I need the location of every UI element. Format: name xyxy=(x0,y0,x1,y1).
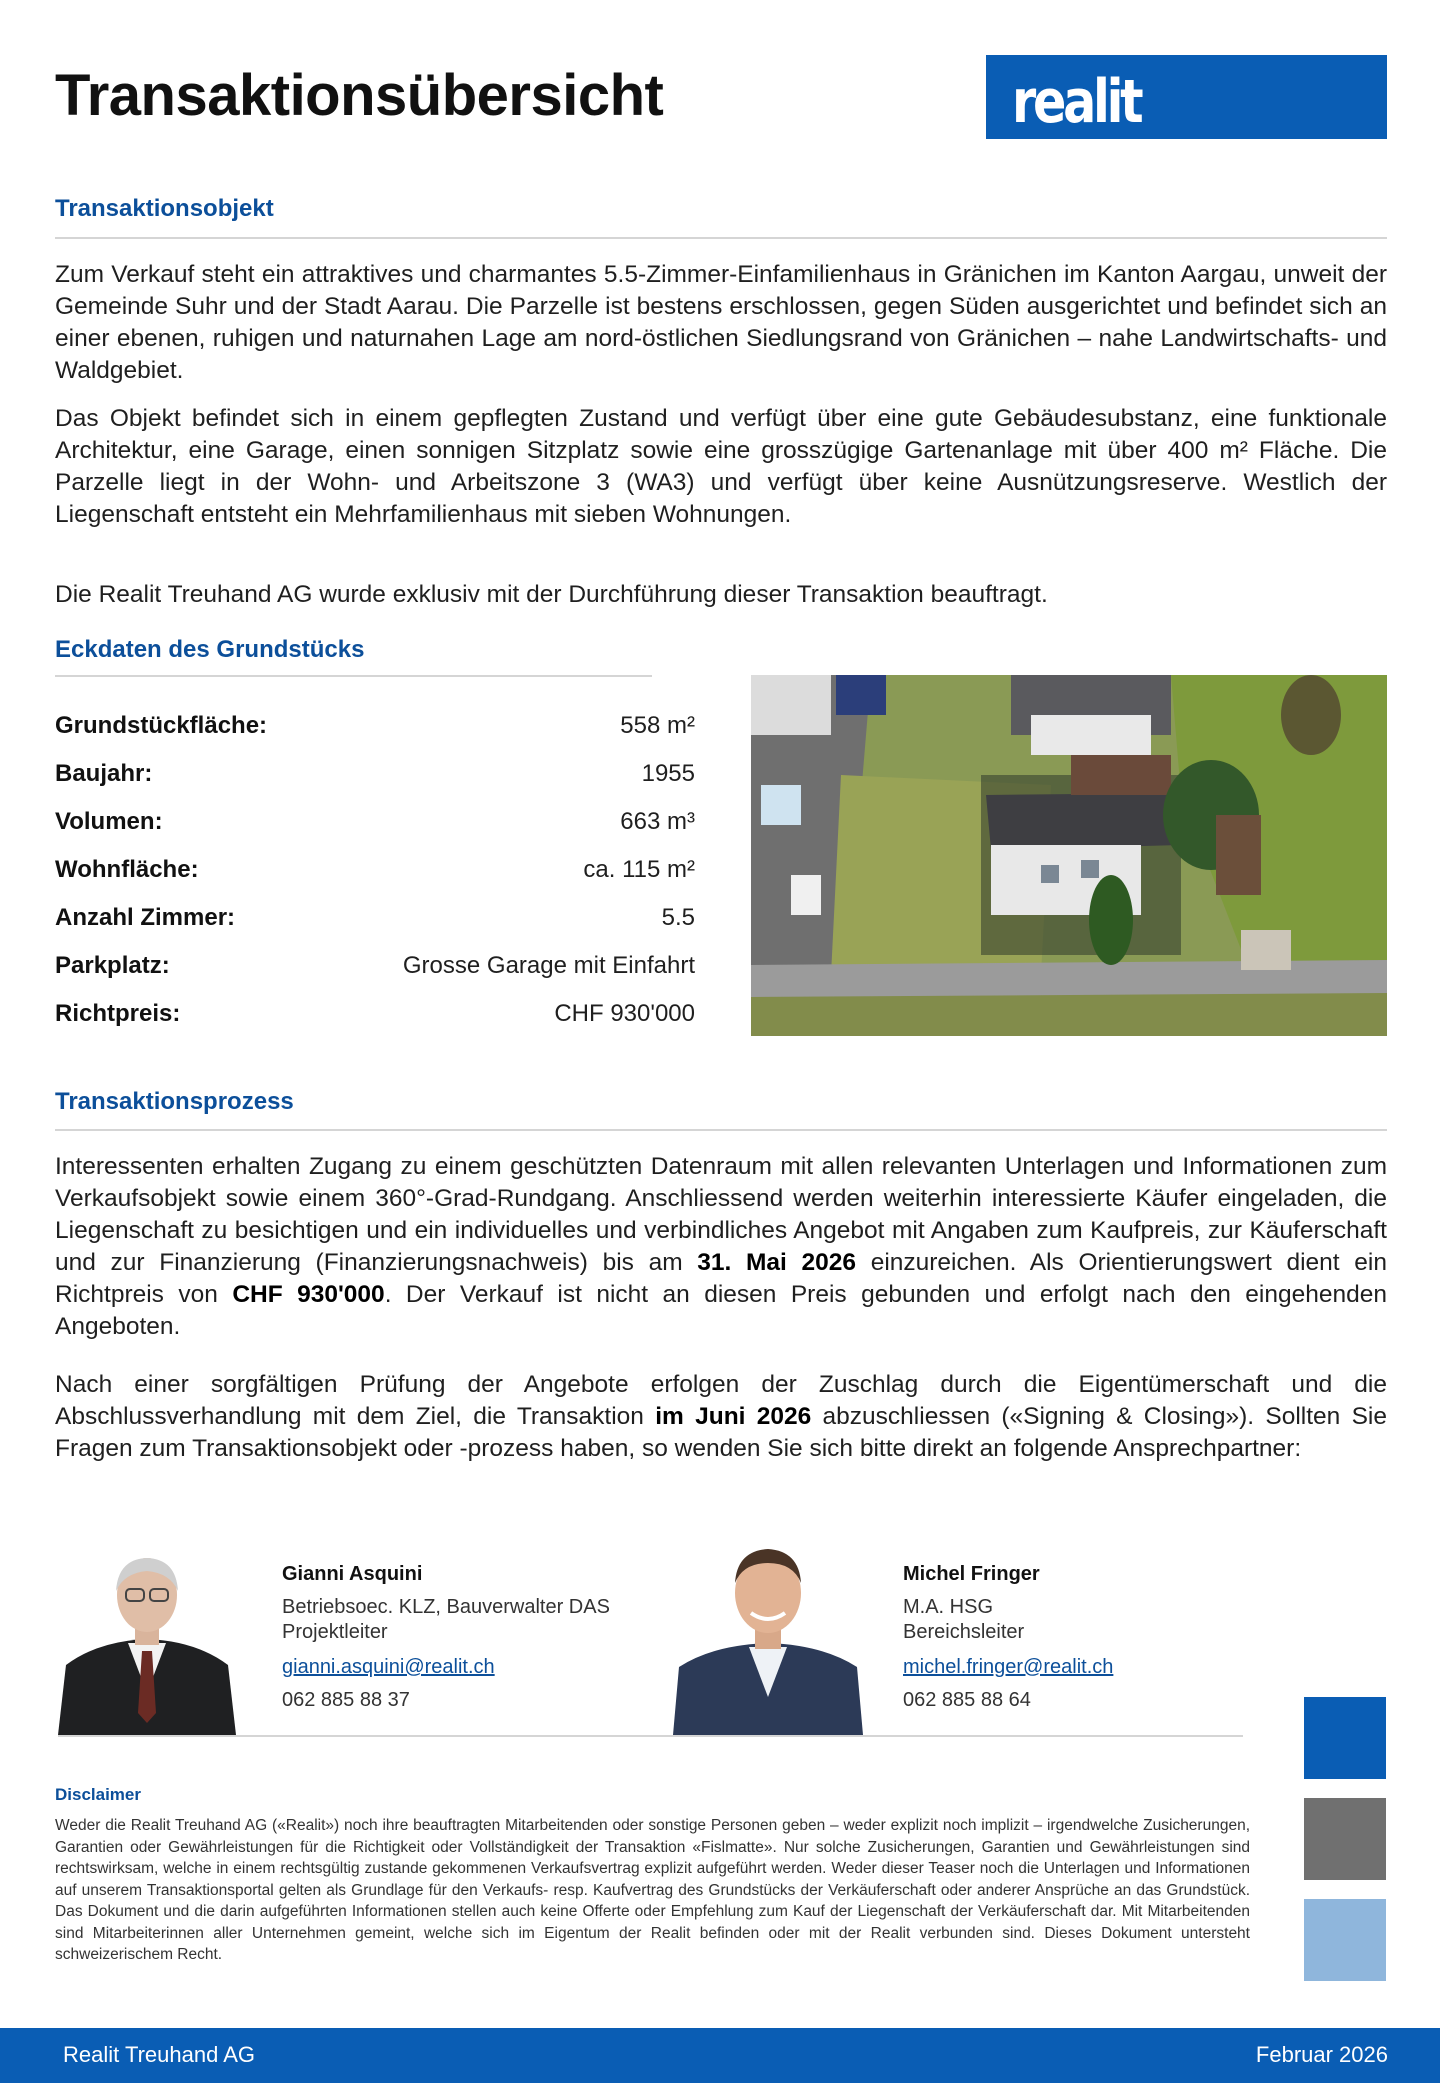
fact-value: CHF 930'000 xyxy=(554,1000,695,1027)
property-aerial-photo xyxy=(751,675,1387,1036)
process-text: . Der Verkauf ist nicht an diesen Preis gebunden und erfolgt nach den eingehenden Angeboten. xyxy=(55,1281,1387,1340)
fact-value: ca. 115 m² xyxy=(583,856,695,883)
realit-logo xyxy=(986,55,1387,139)
contact-name: Gianni Asquini xyxy=(282,1563,423,1585)
contact-photo-gianni-asquini xyxy=(58,1543,236,1735)
fact-label: Grundstückfläche: xyxy=(55,712,268,739)
footer-bar xyxy=(0,2028,1440,2083)
contact-role: Projektleiter xyxy=(282,1621,388,1643)
disclaimer-text: Weder die Realit Treuhand AG («Realit») noch ihre beauftragten Mitarbeitenden oder sonstige Personen geben – weder explizit noch implizit – irgendwelche Zusicherungen, Garantien oder Gewährleistungen für die Richtigkeit oder Vollständigkeit der Transaktion «Fislmatte». Nur solche Zusicherungen, Garantien und Gewährleistungen sind rechtswirksam, welche in einem rechtsgültig zustande gekommenen Verkaufsvertrag explizit aufgeführt werden. Weder dieser Teaser noch die Unterlagen und Informationen auf unserem Transaktionsportal gelten als Grundlage für den Verkaufs- resp. Kaufvertrag des Grundstücks der Verkäuferschaft oder anderer Ansprüche an das Grundstück. Das Dokument und die darin aufgeführten Informationen stellen auch keine Offerte oder Empfehlung zum Kauf der Liegenschaft der Verkäuferschaft dar. Mit Mitarbeitenden sind Mitarbeiterinnen aller Unternehmen gemeint, welche sich im Eigentum der Realit befinden oder mit der Realit verbunden sind. Dieses Dokument untersteht schweizerischem Recht. xyxy=(55,1817,1250,1963)
section-heading-eckdaten: Eckdaten des Grundstücks xyxy=(55,636,365,663)
contact-name: Michel Fringer xyxy=(903,1563,1040,1585)
section-divider xyxy=(55,675,652,677)
contact-title: Betriebsoec. KLZ, Bauverwalter DAS xyxy=(282,1596,610,1618)
decorative-square-grey xyxy=(1304,1798,1386,1880)
contact-photo-michel-fringer xyxy=(673,1537,863,1735)
fact-value: 663 m³ xyxy=(620,808,695,835)
fact-row xyxy=(55,754,695,802)
object-description-paragraph-1: Zum Verkauf steht ein attraktives und charmantes 5.5-Zimmer-Einfamilienhaus in Gränichen im Kanton Aargau, unweit der Gemeinde Suhr und der Stadt Aarau. Die Parzelle ist bestens erschlossen, gegen Süden ausgerichtet und befindet sich an einer ebenen, ruhigen und naturnahen Lage am nord-östlichen Siedlungsrand von Gränichen – nahe Landwirtschafts- und Waldgebiet. xyxy=(55,261,1387,384)
process-text: abzuschliessen («Signing & Closing»). Sollten Sie Fragen zum Transaktionsobjekt oder -prozess haben, so wenden Sie sich bitte direkt an folgende Ansprechpartner: xyxy=(55,1403,1387,1462)
process-text: einzureichen. Als Orientierungswert dient ein Richtpreis von xyxy=(55,1249,1387,1308)
fact-label: Anzahl Zimmer: xyxy=(55,904,236,931)
fact-value: Grosse Garage mit Einfahrt xyxy=(402,952,695,979)
contact-email-link[interactable]: michel.fringer@realit.ch xyxy=(903,1656,1114,1678)
section-heading-transaktionsobjekt: Transaktionsobjekt xyxy=(55,195,274,222)
section-heading-transaktionsprozess: Transaktionsprozess xyxy=(55,1088,294,1115)
fact-row xyxy=(55,898,695,946)
decorative-square-blue xyxy=(1304,1697,1386,1779)
contact-role: Bereichsleiter xyxy=(903,1621,1025,1643)
section-divider xyxy=(55,1129,1387,1131)
fact-label: Wohnfläche: xyxy=(55,856,199,883)
fact-row xyxy=(55,850,695,898)
fact-value: 1955 xyxy=(641,760,695,787)
contact-phone: 062 885 88 37 xyxy=(282,1689,410,1711)
logo-text: realit xyxy=(1012,67,1141,137)
contact-email-link[interactable]: gianni.asquini@realit.ch xyxy=(282,1656,495,1678)
contact-title: M.A. HSG xyxy=(903,1596,994,1618)
process-paragraph-2 xyxy=(55,1369,1387,1465)
fact-row xyxy=(55,946,695,994)
fact-row xyxy=(55,706,695,754)
footer-company: Realit Treuhand AG xyxy=(63,2042,256,2067)
process-text: Nach einer sorgfältigen Prüfung der Angebote erfolgen der Zuschlag durch die Eigentümerschaft und die Abschlussverhandlung mit dem Ziel, die Transaktion xyxy=(55,1371,1387,1430)
closing-date: im Juni 2026 xyxy=(655,1403,812,1430)
decorative-square-lightblue xyxy=(1304,1899,1386,1981)
deadline-date: 31. Mai 2026 xyxy=(697,1249,857,1276)
fact-row xyxy=(55,994,695,1042)
disclaimer-heading: Disclaimer xyxy=(55,1785,141,1804)
fact-row xyxy=(55,802,695,850)
process-paragraph-1 xyxy=(55,1151,1387,1343)
fact-value: 558 m² xyxy=(620,712,695,739)
section-divider xyxy=(55,237,1387,239)
footer-date: Februar 2026 xyxy=(1255,2042,1388,2067)
fact-label: Richtpreis: xyxy=(55,1000,181,1027)
contacts-divider xyxy=(58,1735,1243,1737)
fact-label: Baujahr: xyxy=(55,760,153,787)
object-description-paragraph-3: Die Realit Treuhand AG wurde exklusiv mit der Durchführung dieser Transaktion beauftragt. xyxy=(55,581,1048,608)
fact-label: Parkplatz: xyxy=(55,952,170,979)
guide-price: CHF 930'000 xyxy=(232,1281,385,1308)
page-title: Transaktionsübersicht xyxy=(55,63,664,128)
process-text: Interessenten erhalten Zugang zu einem geschützten Datenraum mit allen relevanten Unterlagen und Informationen zum Verkaufsobjekt sowie einem 360°-Grad-Rundgang. Anschliessend werden weiterhin interessierte Käufer eingeladen, die Liegenschaft zu besichtigen und ein individuelles und verbindliches Angebot mit Angaben zum Kaufpreis, zur Käuferschaft und zur Finanzierung (Finanzierungsnachweis) bis am xyxy=(55,1153,1387,1276)
object-description-paragraph-2: Das Objekt befindet sich in einem gepflegten Zustand und verfügt über eine gute Gebäudesubstanz, eine funktionale Architektur, eine Garage, einen sonnigen Sitzplatz sowie eine grosszügige Gartenanlage mit über 400 m² Fläche. Die Parzelle liegt in der Wohn- und Arbeitszone 3 (WA3) und verfügt über keine Ausnützungsreserve. Westlich der Liegenschaft entsteht ein Mehrfamilienhaus mit sieben Wohnungen. xyxy=(55,405,1387,528)
fact-value: 5.5 xyxy=(661,904,695,931)
fact-label: Volumen: xyxy=(55,808,163,835)
contact-phone: 062 885 88 64 xyxy=(903,1689,1031,1711)
property-facts-table xyxy=(55,706,695,1042)
